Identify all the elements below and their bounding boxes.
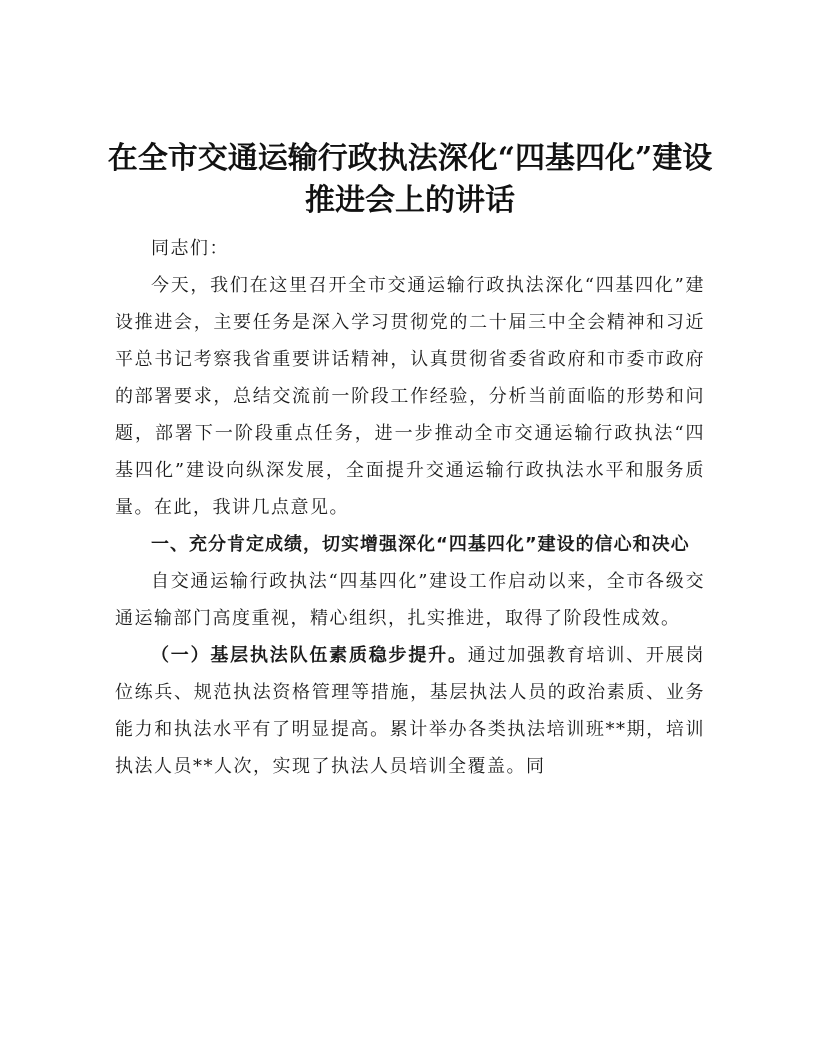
intro-paragraph: 今天，我们在这里召开全市交通运输行政执法深化“四基四化”建设推进会，主要任务是深入学习贯彻党的二十届三中全会精神和习近平总书记考察我省重要讲话精神，认真贯彻省委省政府和市委市政府的部署要求，总结交流前一阶段工作经验，分析当前面临的形势和问题，部署下一阶段重点任务，进一步推动全市交通运输行政执法“四基四化”建设向纵深发展，全面提升交通运输行政执法水平和服务质量。在此，我讲几点意见。	[115, 275, 705, 518]
document-page	[107, 138, 713, 785]
section-heading-1: 一、充分肯定成绩，切实增强深化“四基四化”建设的信心和决心	[151, 534, 690, 555]
subsection-1-paragraph	[115, 637, 705, 785]
salutation: 同志们：	[151, 238, 229, 259]
document-title: 在全市交通运输行政执法深化“四基四化”建设推进会上的讲话	[107, 141, 713, 218]
subsection-1-text: 通过加强教育培训、开展岗位练兵、规范执法资格管理等措施，基层执法人员的政治素质、业务能力和执法水平有了明显提高。累计举办各类执法培训班**期，培训执法人员**人次，实现了执法人员培训全覆盖。同	[115, 645, 706, 777]
section-1-paragraph: 自交通运输行政执法“四基四化”建设工作启动以来，全市各级交通运输部门高度重视，精心组织，扎实推进，取得了阶段性成效。	[115, 571, 705, 629]
subsection-heading-1: （一）基层执法队伍素质稳步提升。	[151, 645, 468, 666]
